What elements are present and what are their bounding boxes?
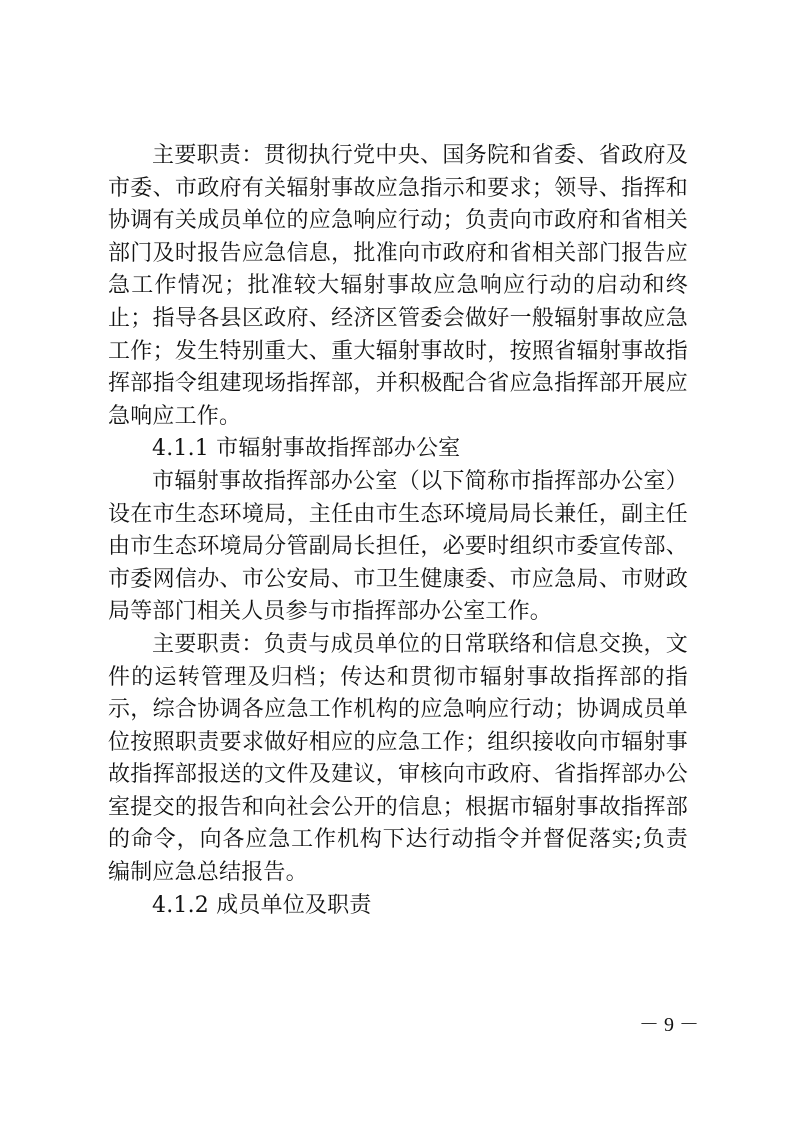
paragraph-office-duties: 主要职责：负责与成员单位的日常联络和信息交换，文件的运转管理及归档；传达和贯彻市辐射事故指挥部的指示，综合协调各应急工作机构的应急响应行动；协调成员单位按照职责要求做好相应的应急工作；组织接收向市辐射事故指挥部报送的文件及建议，审核向市政府、省指挥部办公室提交的报告和向社会公开的信息；根据市辐射事故指挥部的命令，向各应急工作机构下达行动指令并督促落实;负责编制应急总结报告。 <box>108 631 688 886</box>
section-heading-4-1-2: 4.1.2 成员单位及职责 <box>152 892 372 918</box>
section-heading-4-1-1: 4.1.1 市辐射事故指挥部办公室 <box>152 436 461 462</box>
paragraph-main-duties: 主要职责：贯彻执行党中央、国务院和省委、省政府及市委、市政府有关辐射事故应急指示和要求；领导、指挥和协调有关成员单位的应急响应行动；负责向市政府和省相关部门及时报告应急信息，批准向市政府和省相关部门报告应急工作情况；批准较大辐射事故应急响应行动的启动和终止；指导各县区政府、经济区管委会做好一般辐射事故应急工作；发生特别重大、重大辐射事故时，按照省辐射事故指挥部指令组建现场指挥部，并积极配合省应急指挥部开展应急响应工作。 <box>108 143 688 429</box>
paragraph-office-setup: 市辐射事故指挥部办公室（以下简称市指挥部办公室）设在市生态环境局，主任由市生态环境局局长兼任，副主任由市生态环境局分管副局长担任，必要时组织市委宣传部、市委网信办、市公安局、市卫生健康委、市应急局、市财政局等部门相关人员参与市指挥部办公室工作。 <box>108 468 688 625</box>
page-number: － 9 － <box>639 1014 699 1036</box>
document-body <box>108 140 688 922</box>
